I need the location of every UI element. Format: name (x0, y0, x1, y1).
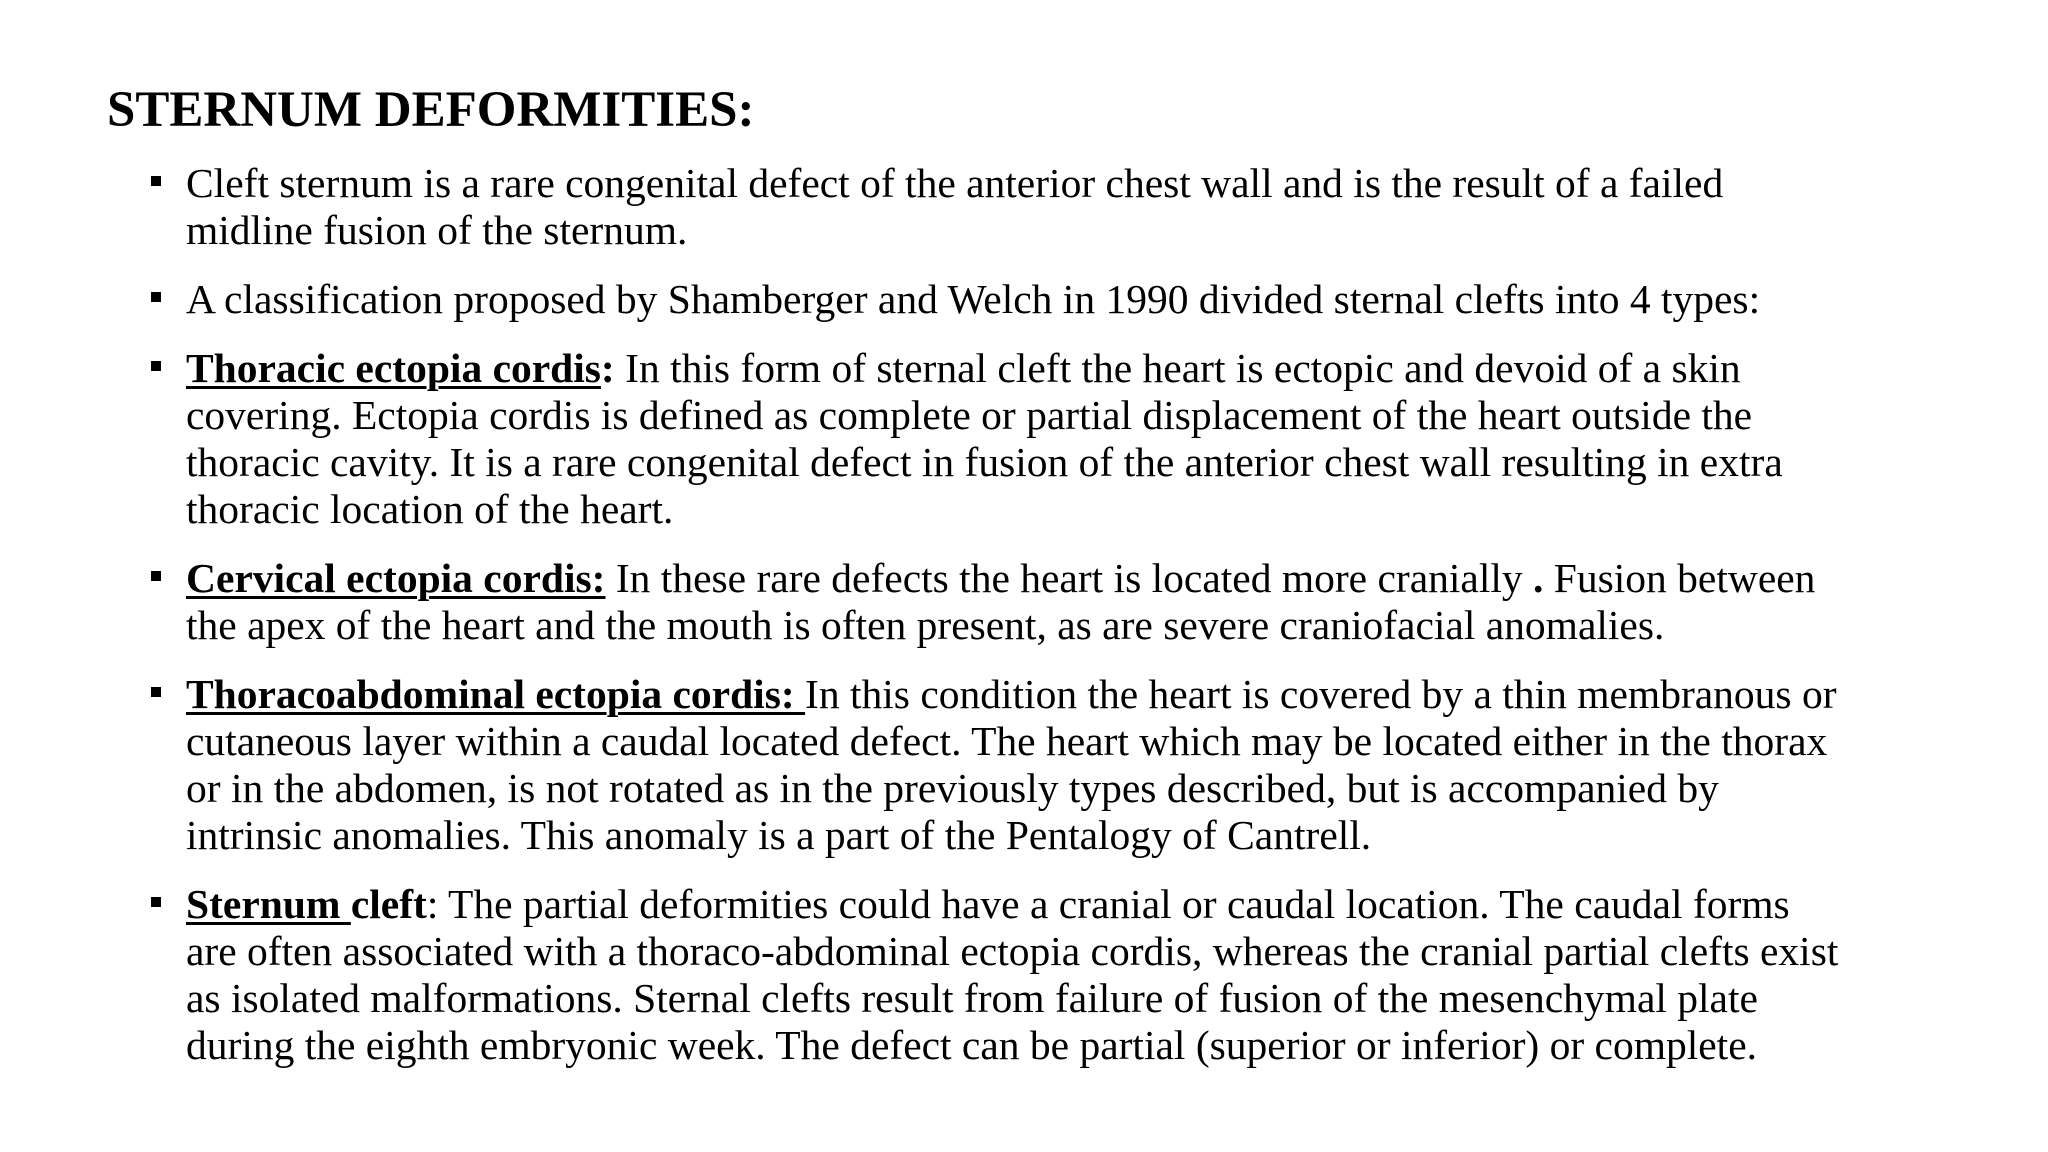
bullet-4-line-1-end: Fusion between (1543, 555, 1816, 601)
bullet-square-icon (151, 361, 161, 371)
bullet-6-line-1 (186, 880, 1790, 928)
bullet-square-icon (151, 176, 161, 186)
bullet-3-line-3: thoracic cavity. It is a rare congenital defect in fusion of the anterior chest wall resulting in extra (186, 439, 1783, 485)
bullet-5-line-4: intrinsic anomalies. This anomaly is a part of the Pentalogy of Cantrell. (186, 812, 1372, 858)
bullet-4-bold-dot: . (1533, 555, 1544, 601)
bullet-square-icon (151, 897, 161, 907)
bullet-square-icon (151, 292, 161, 302)
bullet-3-line-1-text: In this form of sternal cleft the heart is ectopic and devoid of a skin (614, 345, 1741, 391)
bullet-5-line-2: cutaneous layer within a caudal located defect. The heart which may be located either in the thorax (186, 718, 1828, 764)
bullet-square-icon (151, 571, 161, 581)
bullet-3-line-1 (186, 344, 1741, 392)
term-thoracic-ectopia-cordis: Thoracic ectopia cordis (186, 345, 601, 391)
bullet-6-line-4: during the eighth embryonic week. The defect can be partial (superior or inferior) or complete. (186, 1022, 1758, 1068)
term-sternum: Sternum (186, 881, 351, 927)
bullet-3-line-4: thoracic location of the heart. (186, 486, 674, 532)
slide-title: STERNUM DEFORMITIES: (107, 82, 755, 138)
bullet-4-line-1-text: In these rare defects the heart is located more cranially (605, 555, 1534, 601)
bullet-square-icon (151, 687, 161, 697)
term-cervical-ectopia-cordis: Cervical ectopia cordis: (186, 555, 606, 601)
bullet-5-line-1-text: In this condition the heart is covered by a thin membranous or (805, 671, 1837, 717)
bullet-1-line-1: Cleft sternum is a rare congenital defect of the anterior chest wall and is the result of a failed (186, 160, 1724, 206)
bullet-3-line-2: covering. Ectopia cordis is defined as complete or partial displacement of the heart outside the (186, 392, 1753, 438)
bullet-4-line-2: the apex of the heart and the mouth is often present, as are severe craniofacial anomalies. (186, 602, 1665, 648)
bullet-4-line-1 (186, 554, 1815, 602)
bullet-6-line-3: as isolated malformations. Sternal clefts result from failure of fusion of the mesenchymal plate (186, 975, 1758, 1021)
bullet-5-line-3: or in the abdomen, is not rotated as in the previously types described, but is accompanied by (186, 765, 1719, 811)
term-cleft: cleft (350, 881, 427, 927)
term-thoracoabdominal-ectopia-cordis: Thoracoabdominal ectopia cordis: (186, 671, 806, 717)
bullet-2-line-1: A classification proposed by Shamberger and Welch in 1990 divided sternal clefts into 4 types: (186, 276, 1761, 322)
bullet-5-line-1 (186, 670, 1837, 718)
term-colon: : (600, 345, 615, 391)
bullet-1-line-2: midline fusion of the sternum. (186, 207, 688, 253)
bullet-6-line-2: are often associated with a thoraco-abdominal ectopia cordis, whereas the cranial partial clefts exist (186, 928, 1839, 974)
bullet-6-line-1-text: : The partial deformities could have a cranial or caudal location. The caudal forms (426, 881, 1790, 927)
